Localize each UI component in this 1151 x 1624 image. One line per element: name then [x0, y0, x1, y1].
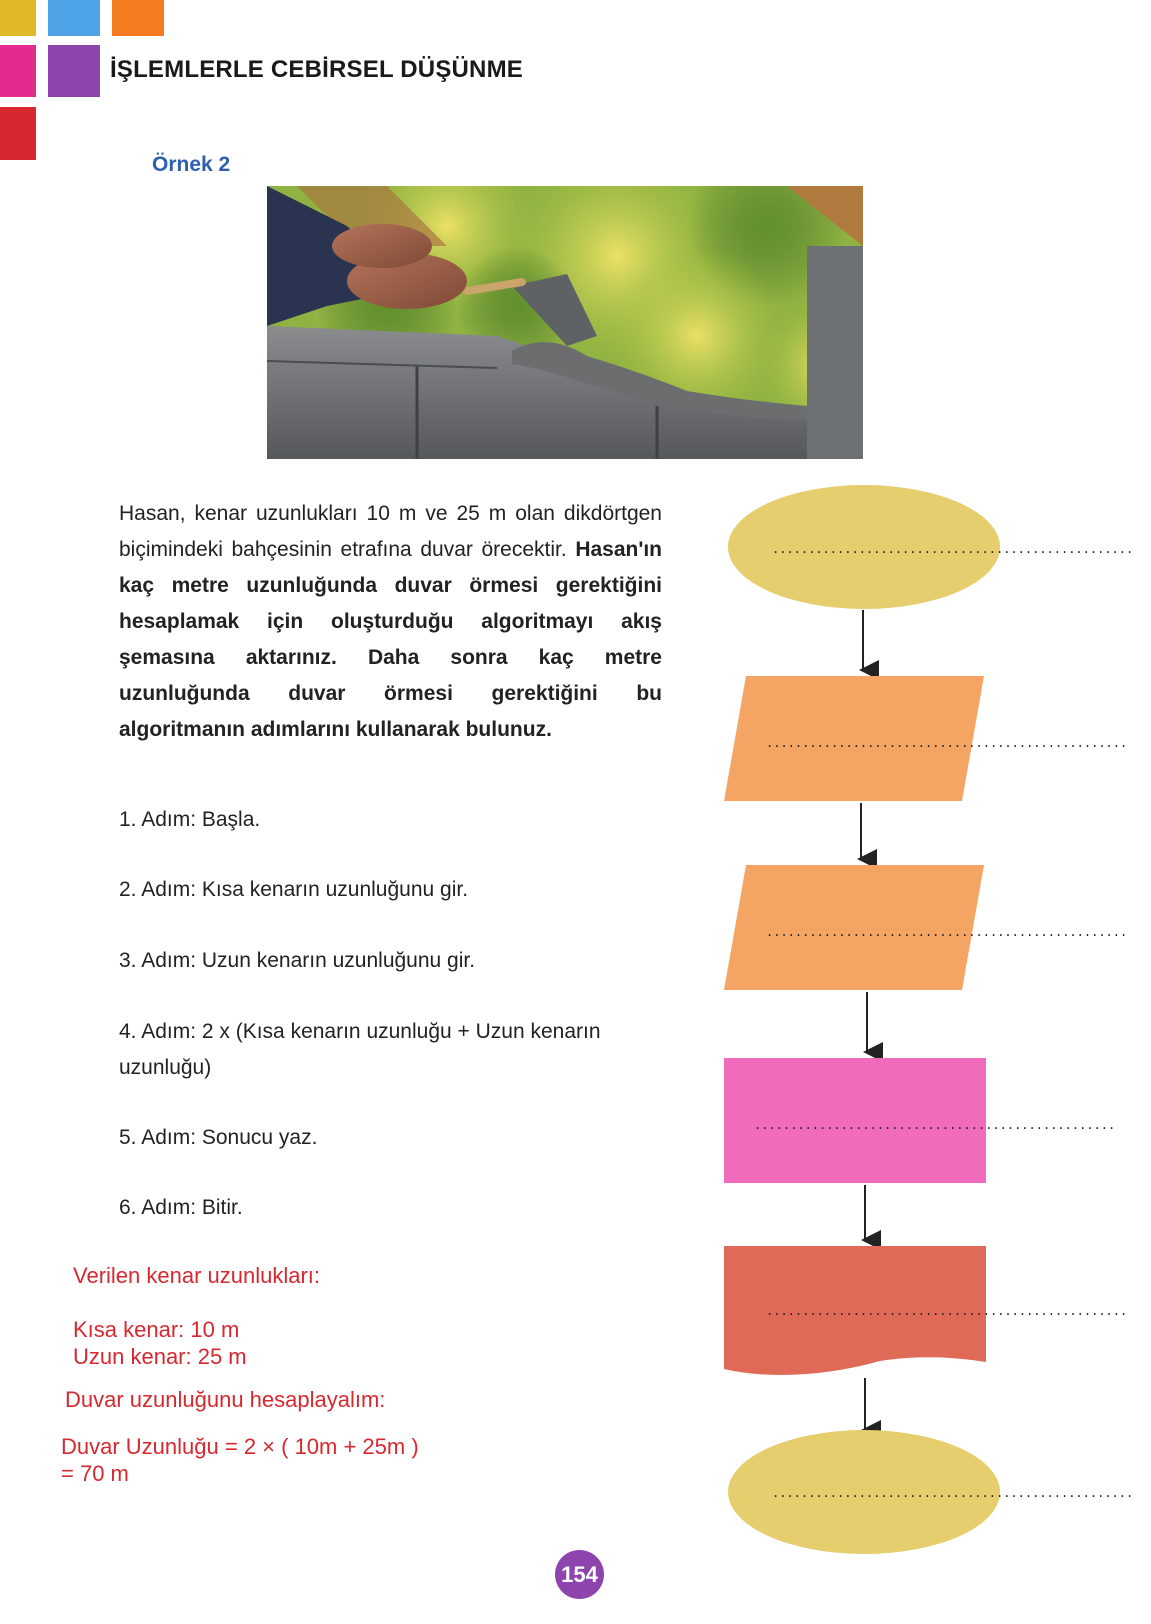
- step-2: 2. Adım: Kısa kenarın uzunluğunu gir.: [119, 878, 469, 901]
- example-badge: [130, 145, 260, 185]
- problem-text: [119, 496, 662, 748]
- step-1: 1. Adım: Başla.: [119, 808, 261, 831]
- flowchart-blank-4[interactable]: ..................................................: [754, 1118, 1116, 1132]
- answer-short-side: Kısa kenar: 10 m: [73, 1317, 240, 1342]
- step-4: 4. Adım: 2 x (Kısa kenarın uzunluğu + Uzun kenarın uzunluğu): [119, 1020, 601, 1079]
- decor-square-purple: [48, 45, 100, 97]
- flowchart-blank-2[interactable]: ..................................................: [766, 736, 1128, 750]
- answer-result: = 70 m: [61, 1461, 129, 1486]
- flowchart-blank-5[interactable]: ..................................................: [766, 1304, 1128, 1318]
- problem-intro: Hasan, kenar uzunlukları 10 m ve 25 m olan dikdörtgen biçimindeki bahçesinin etrafına duvar örecektir.: [119, 502, 662, 561]
- page-number: 154: [555, 1550, 604, 1599]
- answer-given-heading: Verilen kenar uzunlukları:: [73, 1263, 321, 1288]
- decor-square-orange: [112, 0, 164, 36]
- answer-long-side: Uzun kenar: 25 m: [73, 1344, 247, 1369]
- step-6: 6. Adım: Bitir.: [119, 1196, 243, 1219]
- step-5: 5. Adım: Sonucu yaz.: [119, 1126, 318, 1149]
- decor-square-pink: [0, 45, 36, 97]
- decor-square-blue: [48, 0, 100, 36]
- step-3: 3. Adım: Uzun kenarın uzunluğunu gir.: [119, 949, 476, 972]
- flowchart: [720, 485, 1020, 1555]
- flowchart-blank-1[interactable]: ..................................................: [772, 542, 1134, 556]
- flowchart-blank-6[interactable]: ..................................................: [772, 1486, 1134, 1500]
- decor-square-red: [0, 107, 36, 160]
- answer-calc-heading: Duvar uzunluğunu hesaplayalım:: [65, 1387, 386, 1412]
- section-title: İŞLEMLERLE CEBİRSEL DÜŞÜNME: [110, 56, 523, 83]
- bricklaying-photo: [267, 186, 863, 459]
- answer-formula: Duvar Uzunluğu = 2 × ( 10m + 25m ): [61, 1434, 419, 1459]
- decor-square-yellow: [0, 0, 36, 36]
- flowchart-blank-3[interactable]: ..................................................: [766, 925, 1128, 939]
- problem-question: Hasan'ın kaç metre uzunluğunda duvar örmesi gerektiğini hesaplamak için oluşturduğu algoritmayı akış şemasına aktarınız. Daha sonra kaç metre uzunluğunda duvar örmesi gerektiğini bu algoritmanın adımlarını kullanarak bulunuz.: [119, 538, 662, 741]
- example-label: Örnek 2: [152, 153, 231, 176]
